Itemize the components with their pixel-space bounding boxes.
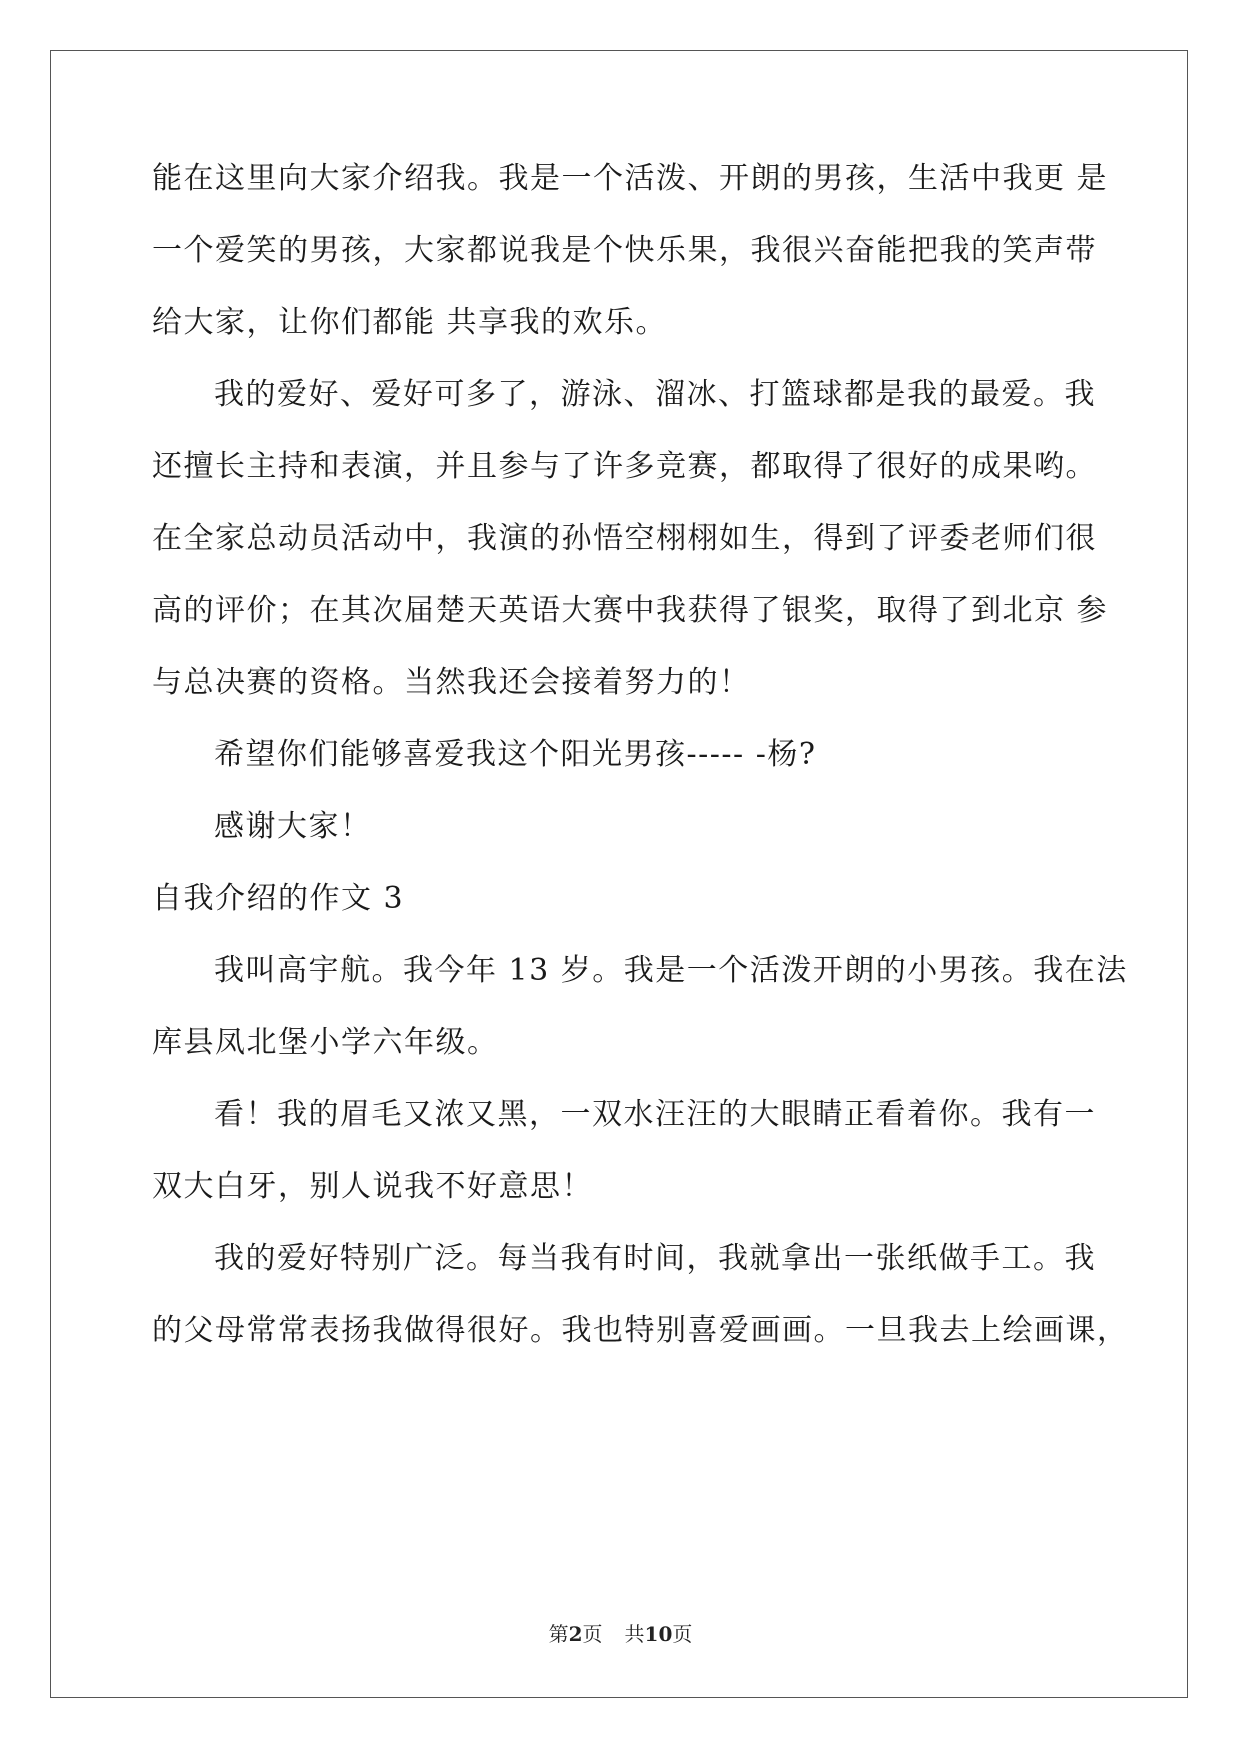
text-line: 的父母常常表扬我做得很好。我也特别喜爱画画。一旦我去上绘画课， bbox=[152, 1313, 1129, 1348]
text-line: 在全家总动员活动中，我演的孙悟空栩栩如生，得到了评委老师们很 bbox=[152, 521, 1097, 556]
paragraph-start: 希望你们能够喜爱我这个阳光男孩----- -杨? bbox=[214, 737, 817, 772]
total-pages: 10 bbox=[644, 1622, 673, 1646]
text-line: 高的评价；在其次届楚天英语大赛中我获得了银奖，取得了到北京 参 bbox=[152, 593, 1109, 628]
footer-page-suffix: 页 bbox=[582, 1622, 603, 1646]
text-line: 能在这里向大家介绍我。我是一个活泼、开朗的男孩，生活中我更 是 bbox=[152, 161, 1109, 196]
paragraph-start: 看！我的眉毛又浓又黑，一双水汪汪的大眼睛正看着你。我有一 bbox=[214, 1097, 1096, 1132]
page-border bbox=[50, 50, 1188, 1698]
text-line: 一个爱笑的男孩，大家都说我是个快乐果，我很兴奋能把我的笑声带 bbox=[152, 233, 1097, 268]
paragraph-start: 我的爱好特别广泛。每当我有时间，我就拿出一张纸做手工。我 bbox=[214, 1241, 1096, 1276]
text-line: 库县凤北堡小学六年级。 bbox=[152, 1025, 499, 1060]
page-footer bbox=[0, 1622, 1241, 1646]
footer-total-prefix: 共 bbox=[624, 1622, 645, 1646]
page-number: 2 bbox=[568, 1622, 583, 1646]
text-line: 与总决赛的资格。当然我还会接着努力的！ bbox=[152, 665, 751, 700]
paragraph-start: 我叫高宇航。我今年 13 岁。我是一个活泼开朗的小男孩。我在法 bbox=[214, 953, 1128, 988]
paragraph-start: 我的爱好、爱好可多了，游泳、溜冰、打篮球都是我的最爱。我 bbox=[214, 377, 1096, 412]
section-heading: 自我介绍的作文 3 bbox=[152, 881, 405, 916]
footer-prefix: 第 bbox=[548, 1622, 569, 1646]
footer-total-suffix: 页 bbox=[672, 1622, 693, 1646]
paragraph-start: 感谢大家！ bbox=[214, 809, 372, 844]
text-line: 双大白牙，别人说我不好意思！ bbox=[152, 1169, 593, 1204]
text-line: 给大家，让你们都能 共享我的欢乐。 bbox=[152, 305, 668, 340]
text-line: 还擅长主持和表演，并且参与了许多竞赛，都取得了很好的成果哟。 bbox=[152, 449, 1097, 484]
